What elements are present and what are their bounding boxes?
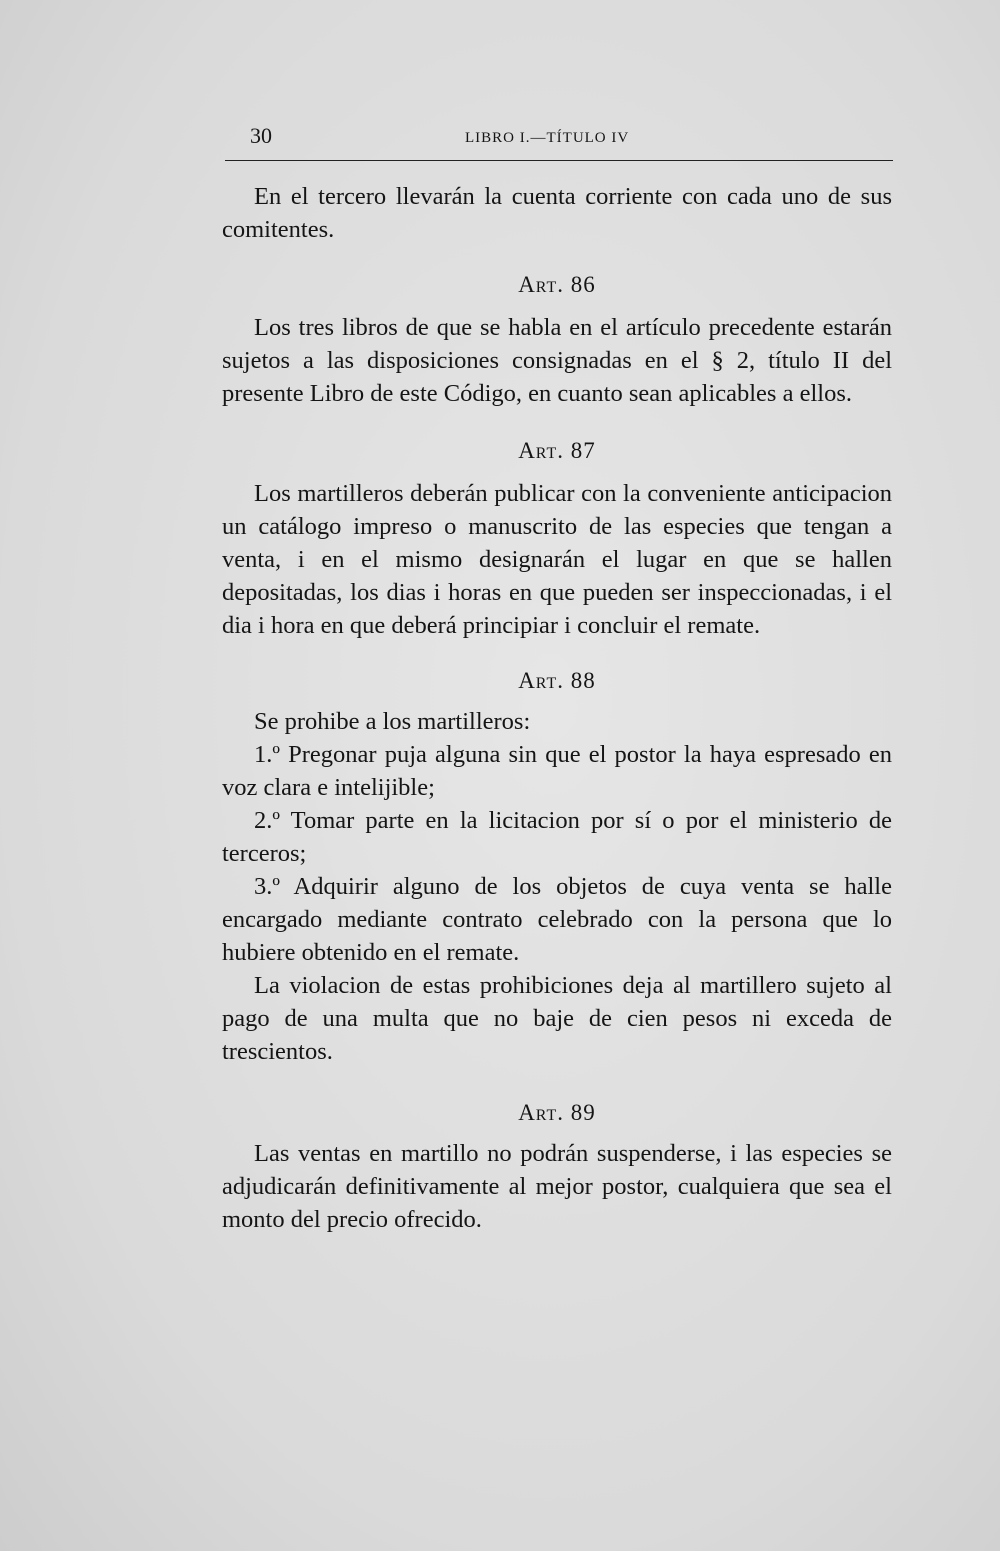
article-text: La violacion de estas prohibiciones deja al martillero sujeto al pago de una multa que no baje de cien pesos ni exceda de trescientos. xyxy=(222,972,892,1065)
page-body xyxy=(222,180,892,1236)
page-header xyxy=(225,118,895,158)
article-heading: Art. 87 xyxy=(518,438,596,463)
list-item: 1.º Pregonar puja alguna sin que el postor la haya espresado en voz clara e intelijible; xyxy=(222,741,892,801)
paragraph: En el tercero llevarán la cuenta corriente con cada uno de sus comitentes. xyxy=(222,183,892,243)
article-text: Los martilleros deberán publicar con la conveniente anticipacion un catálogo impreso o manuscrito de las especies que tengan a venta, i en el mismo designarán el lugar en que se hallen depositadas, los dias i horas en que pueden ser inspeccionadas, i el dia i hora en que deberá principiar i concluir el remate. xyxy=(222,480,892,639)
article-heading: Art. 89 xyxy=(518,1100,596,1125)
article-text: Los tres libros de que se habla en el artículo precedente estarán sujetos a las disposiciones consignadas en el § 2, título II del presente Libro de este Código, en cuanto sean aplicables a ellos. xyxy=(222,314,892,407)
running-title: LIBRO I.—TÍTULO IV xyxy=(465,130,630,146)
list-item: 2.º Tomar parte en la licitacion por sí o por el ministerio de terceros; xyxy=(222,807,892,867)
article-heading: Art. 88 xyxy=(518,668,596,693)
article-intro: Se prohibe a los martilleros: xyxy=(254,708,531,735)
article-heading: Art. 86 xyxy=(518,272,596,297)
header-rule xyxy=(225,160,893,161)
list-item: 3.º Adquirir alguno de los objetos de cuya venta se halle encargado mediante contrato celebrado con la persona que lo hubiere obtenido en el remate. xyxy=(222,873,892,966)
article-text: Las ventas en martillo no podrán suspenderse, i las especies se adjudicarán definitivamente al mejor postor, cualquiera que sea el monto del precio ofrecido. xyxy=(222,1140,892,1233)
page-number: 30 xyxy=(250,123,272,148)
